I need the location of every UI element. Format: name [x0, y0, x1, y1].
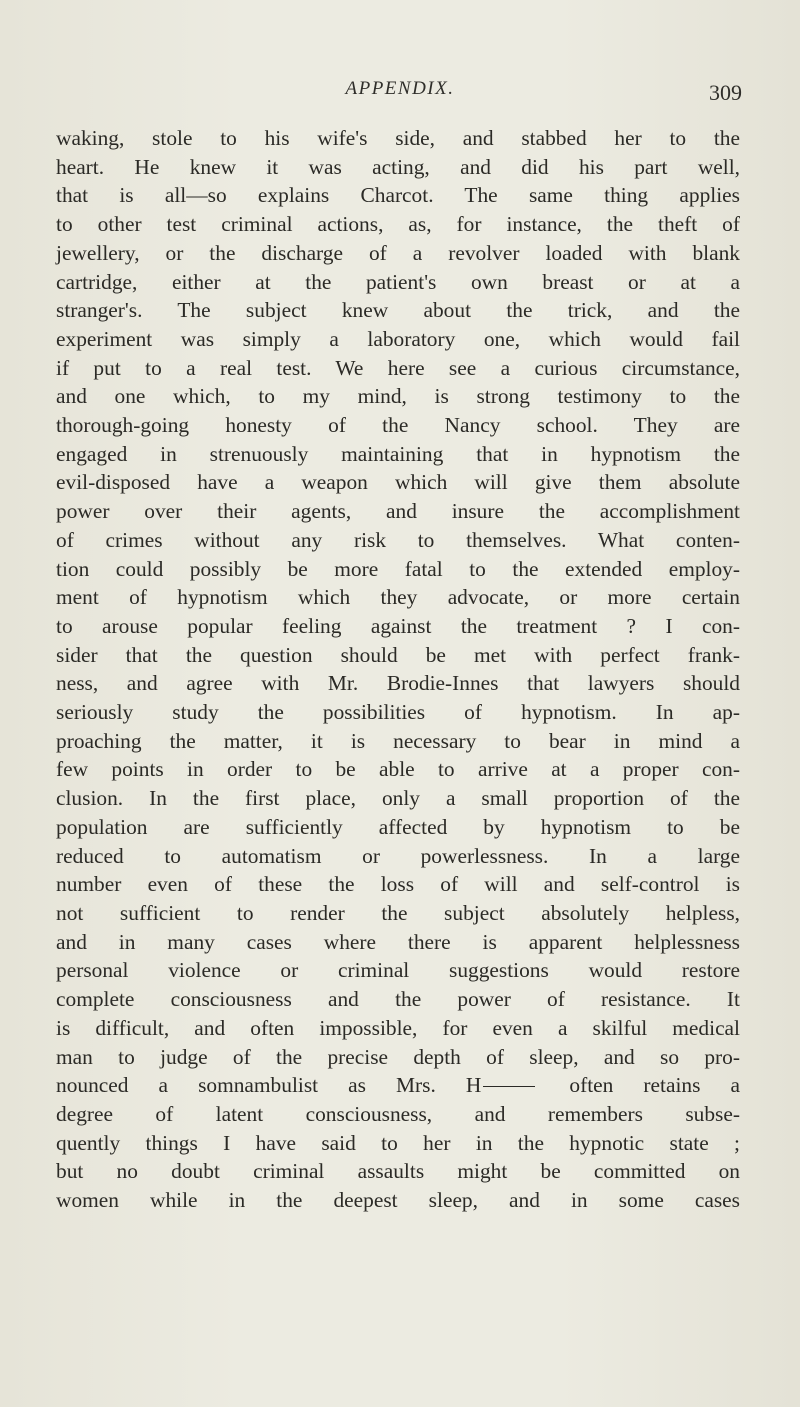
text-line: if put to a real test. We here see a curious circumstance,: [56, 355, 740, 380]
text-fragment: often retains a: [569, 1073, 740, 1098]
text-fragment: nounced a somnambulist as Mrs. H: [56, 1073, 482, 1098]
text-line: heart. He knew it was acting, and did his part well,: [56, 154, 740, 179]
text-line: evil-disposed have a weapon which will give them absolute: [56, 470, 740, 495]
text-line: tion could possibly be more fatal to the extended employ-: [56, 556, 740, 581]
text-line: cartridge, either at the patient's own breast or at a: [56, 269, 740, 294]
text-line: engaged in strenuously maintaining that in hypnotism the: [56, 441, 740, 466]
text-line: and one which, to my mind, is strong testimony to the: [56, 384, 740, 409]
body-text: [56, 124, 740, 1215]
text-line: personal violence or criminal suggestions would restore: [56, 958, 740, 983]
text-line: ness, and agree with Mr. Brodie-Innes that lawyers should: [56, 671, 740, 696]
text-line: to other test criminal actions, as, for instance, the theft of: [56, 212, 740, 237]
text-line: few points in order to be able to arrive at a proper con-: [56, 757, 740, 782]
text-line: not sufficient to render the subject absolutely helpless,: [56, 900, 740, 925]
text-line: number even of these the loss of will and self-control is: [56, 872, 740, 897]
text-line: stranger's. The subject knew about the trick, and the: [56, 298, 740, 323]
text-line: reduced to automatism or powerlessness. In a large: [56, 843, 740, 868]
text-line: thorough-going honesty of the Nancy school. They are: [56, 413, 740, 438]
page-number: 309: [709, 80, 742, 105]
page-header: [0, 78, 800, 108]
text-line: that is all—so explains Charcot. The same thing applies: [56, 183, 740, 208]
text-line: but no doubt criminal assaults might be committed on: [56, 1159, 740, 1184]
em-dash-rule: [483, 1086, 535, 1087]
text-line: quently things I have said to her in the hypnotic state ;: [56, 1130, 740, 1155]
text-line: jewellery, or the discharge of a revolver loaded with blank: [56, 240, 740, 265]
text-line: women while in the deepest sleep, and in some cases: [56, 1188, 740, 1213]
text-line: clusion. In the first place, only a small proportion of the: [56, 786, 740, 811]
text-line: experiment was simply a laboratory one, which would fail: [56, 326, 740, 351]
text-line: seriously study the possibilities of hypnotism. In ap-: [56, 700, 740, 725]
text-line: to arouse popular feeling against the treatment ? I con-: [56, 613, 740, 638]
text-line: is difficult, and often impossible, for even a skilful medical: [56, 1015, 740, 1040]
text-line: of crimes without any risk to themselves. What conten-: [56, 527, 740, 552]
text-line: complete consciousness and the power of resistance. It: [56, 987, 740, 1012]
text-line: waking, stole to his wife's side, and stabbed her to the: [56, 126, 740, 150]
running-head: APPENDIX.: [345, 78, 455, 99]
text-line: ment of hypnotism which they advocate, or more certain: [56, 585, 740, 610]
text-line: proaching the matter, it is necessary to bear in mind a: [56, 728, 740, 753]
text-line: degree of latent consciousness, and remembers subse-: [56, 1101, 740, 1126]
text-line: population are sufficiently affected by hypnotism to be: [56, 814, 740, 839]
text-line: sider that the question should be met with perfect frank-: [56, 642, 740, 667]
text-line-with-dash: [56, 1071, 740, 1100]
text-line: power over their agents, and insure the accomplishment: [56, 499, 740, 524]
text-line: and in many cases where there is apparent helplessness: [56, 929, 740, 954]
text-line: man to judge of the precise depth of sleep, and so pro-: [56, 1044, 740, 1069]
